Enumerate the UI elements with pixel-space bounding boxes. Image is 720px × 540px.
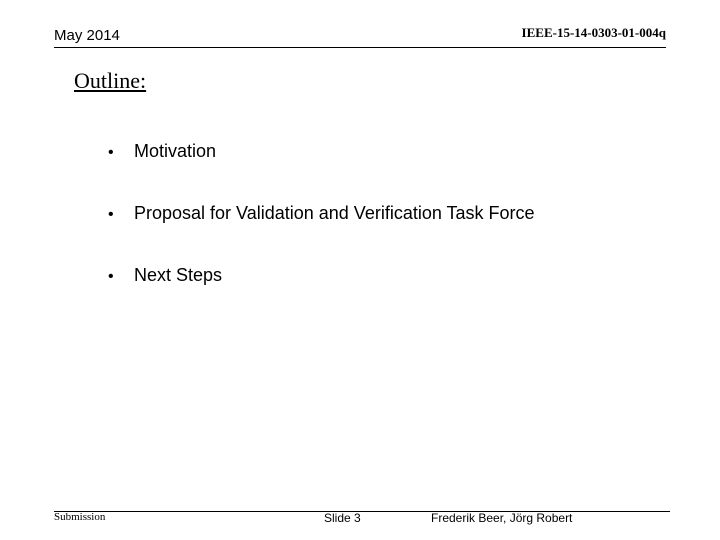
bullet-icon: • xyxy=(108,206,114,223)
bullet-icon: • xyxy=(108,144,114,161)
footer-submission: Submission xyxy=(54,511,106,523)
bullet-list xyxy=(108,140,535,326)
bullet-item-next-steps xyxy=(108,264,535,326)
footer-slide-number: Slide 3 xyxy=(324,511,361,525)
bullet-item-proposal xyxy=(108,202,535,264)
bullet-icon: • xyxy=(108,268,114,285)
bullet-text: Motivation xyxy=(134,141,217,161)
bullet-item-motivation xyxy=(108,140,535,202)
header-date: May 2014 xyxy=(54,27,120,44)
bullet-text: Next Steps xyxy=(134,265,223,285)
footer-authors: Frederik Beer, Jörg Robert xyxy=(431,511,573,525)
slide-title: Outline: xyxy=(74,68,147,93)
header-document-id: IEEE-15-14-0303-01-004q xyxy=(521,25,666,40)
footer-divider xyxy=(54,511,670,512)
header-divider xyxy=(54,47,666,48)
bullet-text: Proposal for Validation and Verification Task Force xyxy=(134,203,535,223)
